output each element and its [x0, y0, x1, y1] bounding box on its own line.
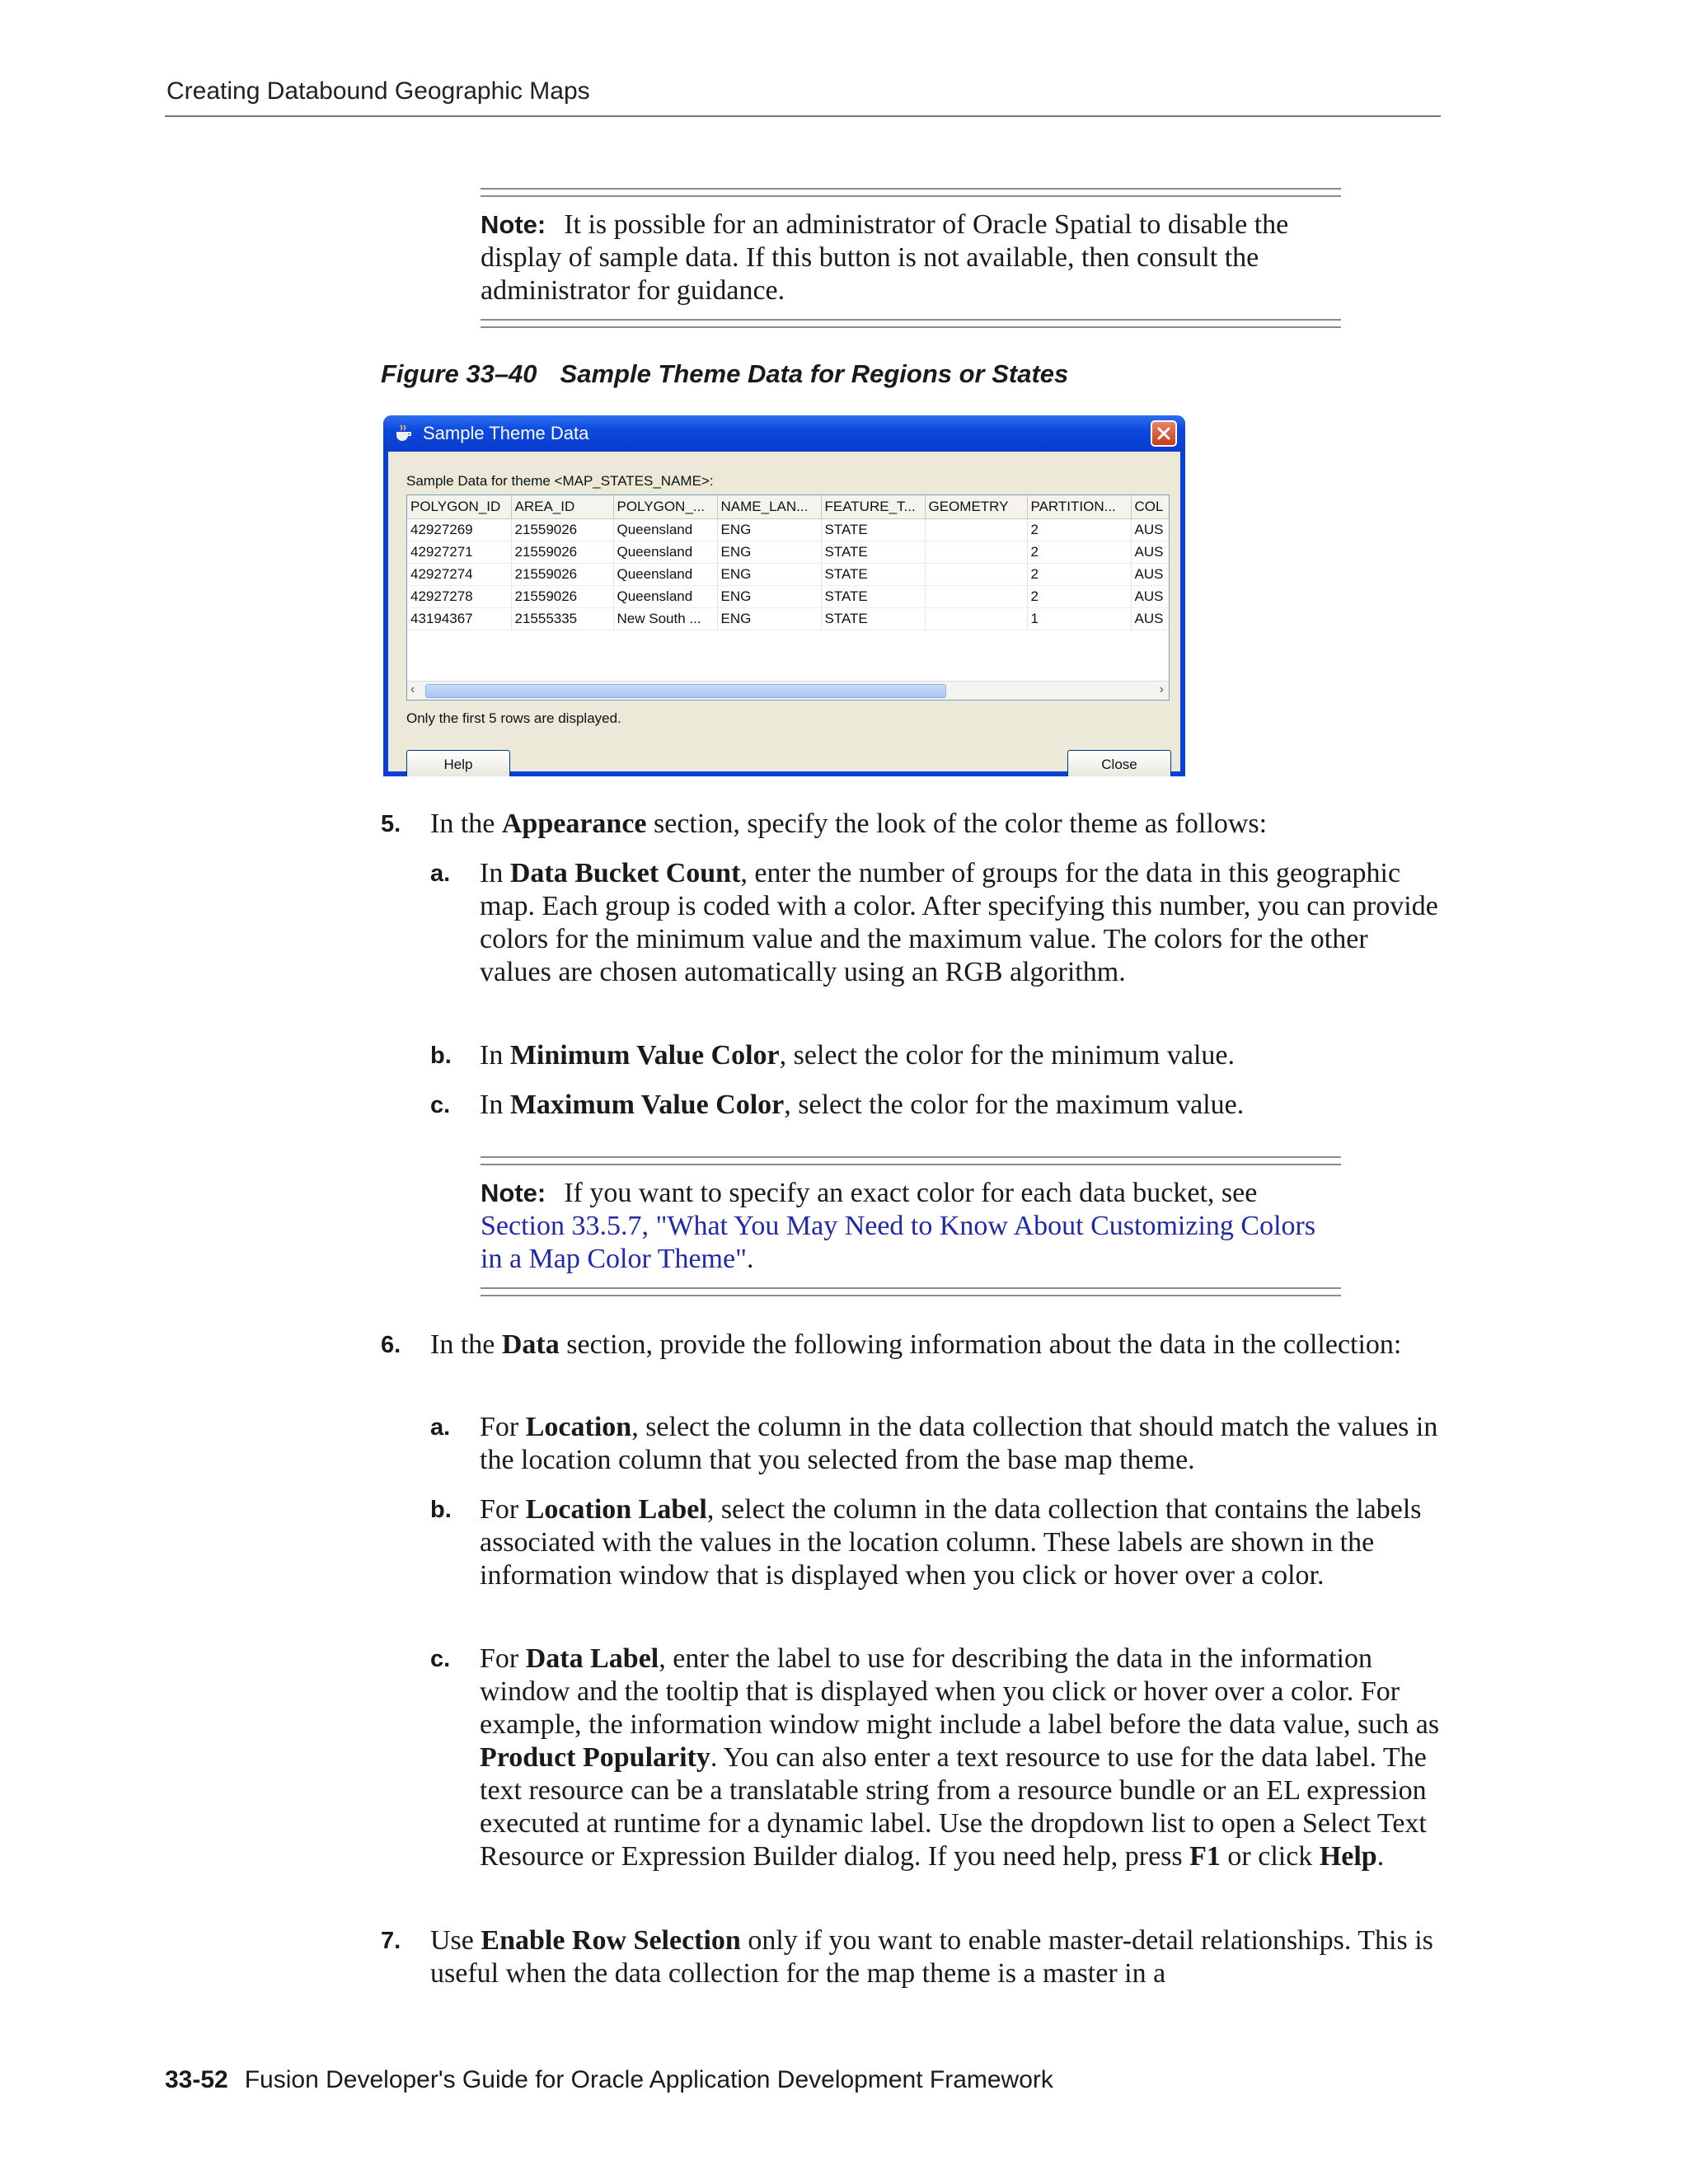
ui-term: Appearance: [501, 808, 647, 839]
text-run: In: [480, 1040, 510, 1071]
table-cell: Queensland: [613, 541, 717, 564]
step-6c: [430, 1643, 1440, 1873]
step-text: [430, 808, 1452, 841]
step-text: [430, 1924, 1452, 1990]
close-icon[interactable]: [1151, 420, 1177, 447]
substep-text: [480, 1089, 1440, 1122]
book-title: Fusion Developer's Guide for Oracle Application Development Framework: [244, 2066, 1053, 2093]
dialog-title: Sample Theme Data: [423, 423, 589, 443]
table-cell: 1: [1027, 608, 1131, 630]
note-body: It is possible for an administrator of Oracle Spatial to disable the display of sample data. If this button is not available, then consult the administrator for guidance.: [481, 209, 1289, 306]
table-cell: STATE: [821, 586, 925, 608]
text-run: . You can also enter a text resource to use for the data label. The text resource can be a translatable string from a resource bundle or an EL expression executed at runtime for a dynamic label. Use the dropdown list to open a Select Text Resource or Expression Builder dialog. If you need help, press: [480, 1742, 1427, 1872]
table-cell: ENG: [717, 608, 821, 630]
table-cell: [925, 564, 1027, 586]
running-header: Creating Databound Geographic Maps: [166, 77, 590, 105]
close-button[interactable]: Close: [1067, 750, 1171, 776]
table-row[interactable]: [407, 586, 1169, 608]
table-cell: 21559026: [511, 541, 613, 564]
page-number: 33-52: [165, 2066, 228, 2093]
table-cell: 42927278: [407, 586, 511, 608]
text-run: In the: [430, 808, 502, 839]
sample-theme-data-dialog: [383, 415, 1185, 776]
grid-body: [407, 519, 1169, 630]
scrollbar-thumb[interactable]: [425, 684, 946, 698]
table-cell: AUS: [1131, 608, 1169, 630]
table-cell: STATE: [821, 519, 925, 541]
note-body: If you want to specify an exact color for each data bucket, see: [564, 1178, 1258, 1208]
table-cell: 21555335: [511, 608, 613, 630]
column-header[interactable]: PARTITION...: [1027, 495, 1131, 519]
substep-text: [480, 1039, 1440, 1072]
header-rule: [165, 115, 1441, 117]
note-box-2: [481, 1156, 1341, 1296]
note-bottom-rule: [481, 1287, 1341, 1296]
note-label: Note:: [481, 210, 546, 239]
table-cell: STATE: [821, 608, 925, 630]
data-table: [407, 495, 1170, 630]
table-cell: 2: [1027, 519, 1131, 541]
column-header[interactable]: NAME_LAN...: [717, 495, 821, 519]
table-cell: [925, 519, 1027, 541]
ui-term: Maximum Value Color: [509, 1090, 785, 1120]
table-cell: AUS: [1131, 541, 1169, 564]
figure-number: Figure 33–40: [381, 359, 537, 388]
column-header[interactable]: AREA_ID: [511, 495, 613, 519]
grid-header-row: [407, 495, 1169, 519]
text-run: , select the color for the minimum value.: [779, 1040, 1235, 1071]
help-button[interactable]: Help: [406, 750, 510, 776]
step-5c: [430, 1089, 1440, 1122]
table-cell: ENG: [717, 564, 821, 586]
step-number: 6.: [381, 1332, 401, 1358]
step-number: 7.: [381, 1928, 401, 1954]
text-run: In: [480, 1090, 510, 1120]
ui-term: F1: [1189, 1841, 1221, 1872]
page-footer: [165, 2066, 1053, 2094]
substep-text: [480, 1493, 1440, 1592]
substep-letter: b.: [430, 1497, 452, 1523]
text-run: only if you want to enable master-detail relationships. This is useful when the data collection for the map theme is a master in a: [430, 1925, 1433, 1989]
table-cell: [925, 608, 1027, 630]
table-row[interactable]: [407, 541, 1169, 564]
ui-term: Product Popularity: [480, 1742, 710, 1773]
rows-displayed-message: Only the first 5 rows are displayed.: [406, 710, 621, 726]
text-run: .: [1376, 1841, 1385, 1872]
table-cell: 2: [1027, 586, 1131, 608]
figure-title: Sample Theme Data for Regions or States: [560, 359, 1069, 388]
note-text: [481, 197, 1341, 319]
section-link[interactable]: Section 33.5.7, "What You May Need to Know About Customizing Colors in a Map Color Theme": [481, 1211, 1316, 1274]
text-run: , select the column in the data collection that should match the values in the location column that you selected from the base map theme.: [480, 1412, 1438, 1475]
note-bottom-rule: [481, 319, 1341, 328]
text-run: For: [480, 1643, 526, 1674]
table-cell: [925, 541, 1027, 564]
column-header[interactable]: GEOMETRY: [925, 495, 1027, 519]
text-run: , enter the number of groups for the data in this geographic map. Each group is coded with a color. After specifying this number, you can provide colors for the minimum value and the maximum value. The colors for the other values are chosen automatically using an RGB algorithm.: [480, 858, 1438, 987]
sample-data-grid[interactable]: [406, 494, 1170, 701]
step-number: 5.: [381, 811, 401, 837]
table-cell: AUS: [1131, 586, 1169, 608]
figure-caption: [381, 359, 1068, 389]
ui-term: Location: [525, 1412, 632, 1442]
text-run: Use: [430, 1925, 481, 1956]
step-6a: [430, 1411, 1440, 1477]
table-cell: ENG: [717, 586, 821, 608]
grid-caption: Sample Data for theme <MAP_STATES_NAME>:: [406, 473, 714, 489]
column-header[interactable]: FEATURE_T...: [821, 495, 925, 519]
scroll-right-icon[interactable]: ›: [1159, 682, 1164, 696]
table-cell: Queensland: [613, 564, 717, 586]
substep-letter: a.: [430, 860, 451, 887]
horizontal-scrollbar[interactable]: [407, 681, 1169, 700]
table-cell: STATE: [821, 564, 925, 586]
ui-term: Help: [1319, 1841, 1377, 1872]
table-cell: 43194367: [407, 608, 511, 630]
step-6: [381, 1329, 1452, 1361]
text-run: , enter the label to use for describing the data in the information window and the tooltip that is displayed when you click or hover over a color. For example, the information window might include a label before the data value, such as: [480, 1643, 1440, 1740]
substep-text: [480, 1411, 1440, 1477]
text-run: For: [480, 1494, 526, 1525]
table-cell: New South ...: [613, 608, 717, 630]
table-cell: ENG: [717, 519, 821, 541]
table-row[interactable]: [407, 608, 1169, 630]
text-run: In: [480, 858, 510, 888]
table-cell: 21559026: [511, 586, 613, 608]
note-box: [481, 188, 1341, 328]
table-cell: [925, 586, 1027, 608]
substep-letter: c.: [430, 1092, 451, 1118]
table-cell: 21559026: [511, 519, 613, 541]
substep-letter: a.: [430, 1414, 451, 1441]
text-run: In the: [430, 1329, 502, 1360]
ui-term: Location Label: [525, 1494, 707, 1525]
table-cell: 2: [1027, 541, 1131, 564]
table-row[interactable]: [407, 564, 1169, 586]
text-run: section, provide the following information about the data in the collection:: [559, 1329, 1402, 1360]
text-run: or click: [1220, 1841, 1320, 1872]
substep-text: [480, 857, 1440, 989]
text-run: , select the column in the data collection that contains the labels associated with the values in the location column. These labels are shown in the information window that is displayed when you click or hover over a color.: [480, 1494, 1422, 1591]
ui-term: Data Bucket Count: [509, 858, 741, 888]
substep-text: [480, 1643, 1440, 1873]
note-top-rule: [481, 188, 1341, 197]
table-cell: 42927269: [407, 519, 511, 541]
table-cell: 21559026: [511, 564, 613, 586]
column-header[interactable]: POLYGON_...: [613, 495, 717, 519]
java-cup-icon: [393, 424, 413, 442]
text-run: For: [480, 1412, 526, 1442]
note-label: Note:: [481, 1179, 546, 1207]
table-cell: 2: [1027, 564, 1131, 586]
table-cell: STATE: [821, 541, 925, 564]
substep-letter: b.: [430, 1043, 452, 1069]
ui-term: Enable Row Selection: [481, 1925, 741, 1956]
dialog-titlebar: [383, 415, 1185, 452]
step-text: [430, 1329, 1403, 1361]
step-7: [381, 1924, 1452, 1990]
step-5: [381, 808, 1452, 841]
column-header[interactable]: COL: [1131, 495, 1169, 519]
substep-letter: c.: [430, 1646, 451, 1672]
table-row[interactable]: [407, 519, 1169, 541]
note-top-rule: [481, 1156, 1341, 1165]
column-header[interactable]: POLYGON_ID: [407, 495, 511, 519]
ui-term: Data: [501, 1329, 560, 1360]
ui-term: Data Label: [525, 1643, 659, 1674]
table-cell: AUS: [1131, 519, 1169, 541]
text-run: , select the color for the maximum value.: [784, 1090, 1245, 1120]
table-cell: 42927271: [407, 541, 511, 564]
dialog-body: [388, 452, 1180, 771]
note-text: [481, 1165, 1341, 1287]
step-6b: [430, 1493, 1440, 1592]
table-cell: Queensland: [613, 586, 717, 608]
table-cell: 42927274: [407, 564, 511, 586]
step-5b: [430, 1039, 1440, 1072]
step-5a: [430, 857, 1440, 989]
table-cell: AUS: [1131, 564, 1169, 586]
text-run: section, specify the look of the color theme as follows:: [646, 808, 1268, 839]
table-cell: ENG: [717, 541, 821, 564]
table-cell: Queensland: [613, 519, 717, 541]
scroll-left-icon[interactable]: ‹: [410, 682, 415, 696]
ui-term: Minimum Value Color: [509, 1040, 780, 1071]
note-body: .: [746, 1244, 754, 1274]
